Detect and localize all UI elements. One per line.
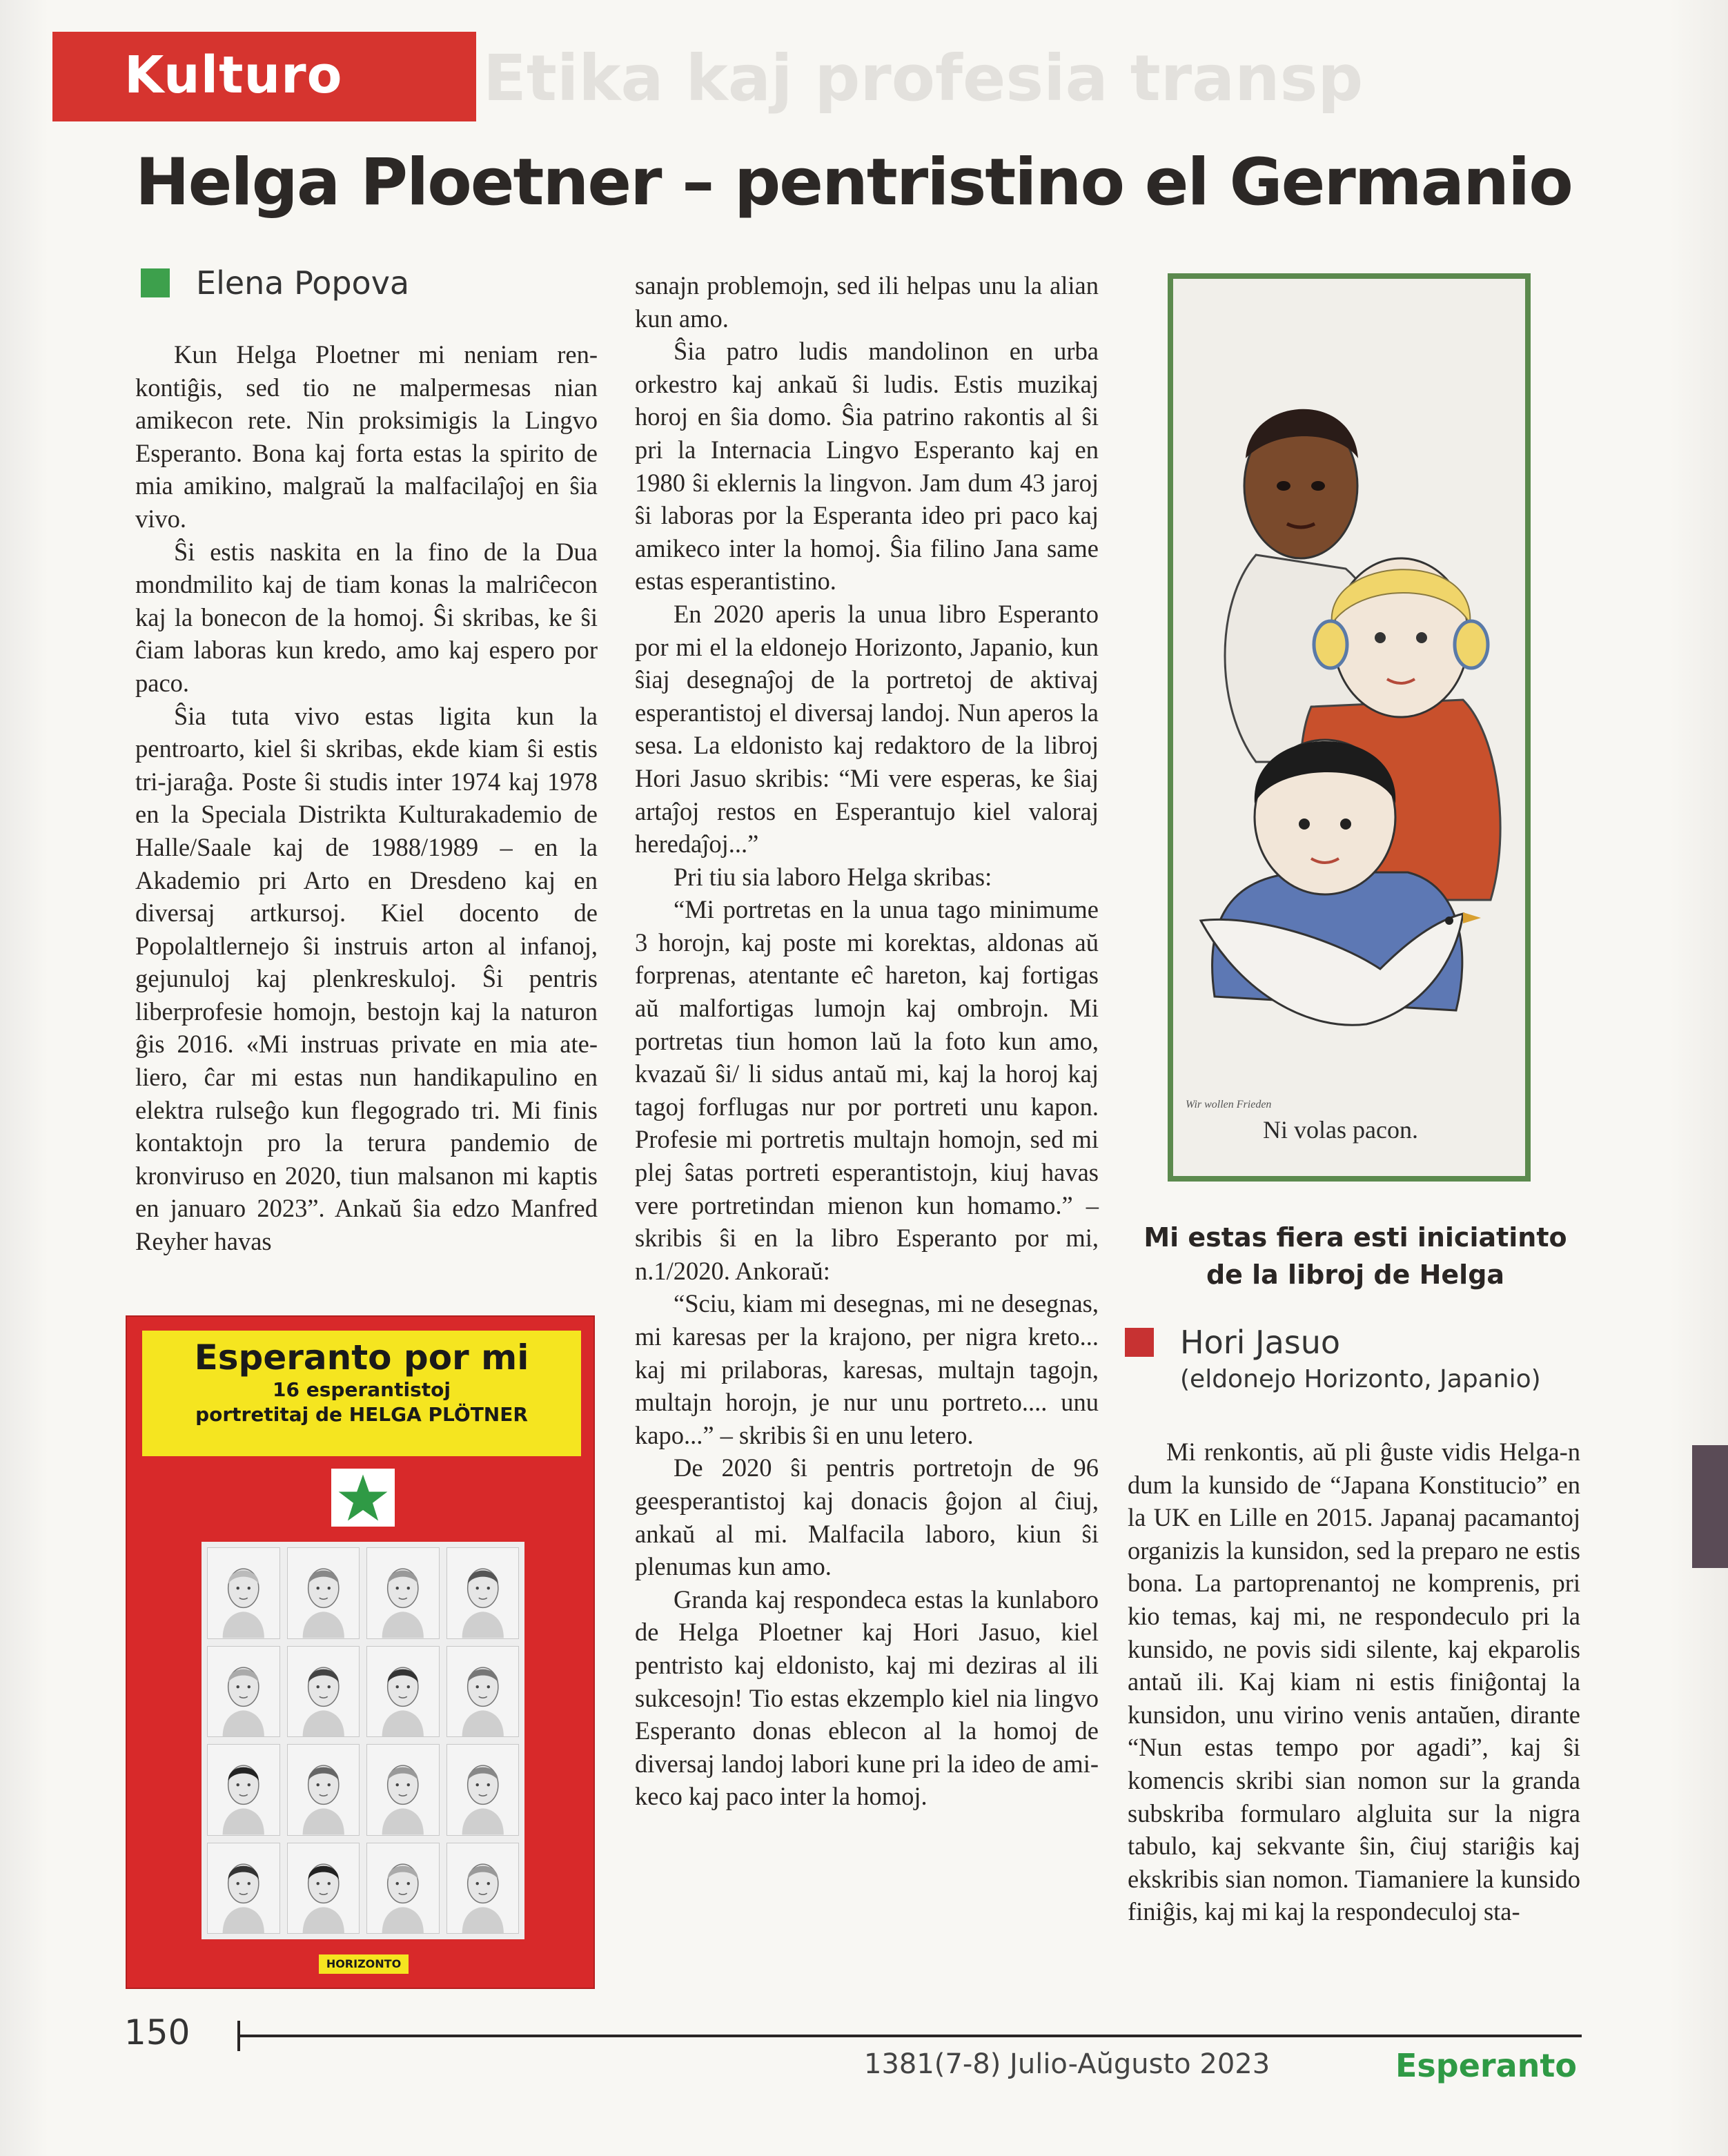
- portrait-thumbnail: [287, 1646, 360, 1738]
- painting-signature: Wir wollen Frieden: [1186, 1099, 1272, 1110]
- paragraph: sanajn problemojn, sed ili helpas unu la alian kun amo.: [635, 271, 1099, 333]
- portrait-sketch: [367, 1745, 439, 1835]
- column-1: [135, 338, 598, 1258]
- painting-image: [1168, 273, 1531, 1182]
- section-tag: [52, 32, 476, 121]
- portrait-sketch: [447, 1548, 519, 1638]
- sidebar-author-affiliation: (eldonejo Horizonto, Japanio): [1180, 1365, 1541, 1393]
- portrait-sketch: [288, 1843, 360, 1934]
- cover-title: Esperanto por mi: [194, 1337, 529, 1378]
- portrait-sketch: [208, 1843, 279, 1934]
- author-name: Elena Popova: [196, 264, 410, 302]
- portrait-thumbnail: [207, 1843, 280, 1934]
- cover-subtitle-1: 16 esperantistoj: [273, 1378, 451, 1401]
- portrait-thumbnail: [207, 1744, 280, 1836]
- magazine-brand: Esperanto: [1395, 2047, 1577, 2084]
- column-2: [635, 269, 1099, 1813]
- red-square-icon: [1125, 1328, 1154, 1357]
- portrait-sketch: [288, 1548, 360, 1638]
- sidebar-author: [1125, 1324, 1541, 1393]
- portrait-sketch: [367, 1548, 439, 1638]
- page-number: 150: [124, 2012, 190, 2052]
- article-headline: Helga Ploetner – pentristino el Germanio: [135, 145, 1572, 220]
- paragraph: En 2020 aperis la unua libro Esperanto por mi el la eldonejo Horizonto, Japanio, kun ŝiaj desegnaĵoj de la portretoj de aktivaj esperantistoj el diversaj landoj. Nun aperos la sesa. La eldonisto kaj redaktoro de la libroj Hori Jasuo skribis: “Mi vere esperas, ke ŝiaj artaĵoj restos en Esperantujo kiel valoraj heredaĵoj...”: [635, 599, 1099, 859]
- cover-subtitle-2: portretitaj de HELGA PLÖTNER: [195, 1403, 528, 1426]
- green-star-icon: [331, 1469, 395, 1527]
- footer-rule: [239, 2035, 1582, 2037]
- paragraph: Granda kaj respondeca estas la kunlaboro de Helga Ploetner kaj Hori Jasuo, kiel pentristo kaj eldonisto, kaj mi deziras al ili sukcesojn! Tio estas ekzemplo kiel nia lingvo Esperanto donas eblecon al la homoj de diversaj landoj labori kune pri la ideo de amikeco kaj paco inter la homoj.: [635, 1585, 1099, 1811]
- green-square-icon: [141, 268, 170, 297]
- section-label: Kulturo: [124, 46, 343, 105]
- portrait-thumbnail: [207, 1646, 280, 1738]
- portrait-thumbnail: [366, 1744, 440, 1836]
- portrait-thumbnail: [287, 1547, 360, 1639]
- bleed-through-heading: Etika kaj profesia transp: [483, 41, 1364, 115]
- paragraph: “Mi portretas en la unua tago minimume 3 horojn, kaj poste mi korektas, aldonas aŭ forprenas, atentante eĉ hareton, kaj fortigas aŭ malfortigas lumojn kaj ombrojn. Mi portretas tiun homon laŭ la foto kun amo, kvazaŭ ŝi/ li sidus antaŭ mi, kaj la horoj kaj tagoj forflugas nur por portreti unu kapon. Profesie mi portretis multajn homojn, sed mi plej ŝatas portreti esperantistojn, kiuj havas vere portretindan mienon kun homamo.” – skribis ŝi en la libro Esperanto por mi, n.1/2020. Ankoraŭ:: [635, 895, 1099, 1285]
- portrait-sketch: [208, 1548, 279, 1638]
- paragraph: Pri tiu sia laboro Helga skribas:: [674, 862, 992, 891]
- children-with-dove-illustration: [1173, 279, 1525, 1176]
- sidebar-heading: [1121, 1219, 1590, 1293]
- portrait-sketch: [288, 1647, 360, 1737]
- issue-info: 1381(7-8) Julio-Aŭgusto 2023: [864, 2048, 1270, 2080]
- portrait-thumbnail: [366, 1646, 440, 1738]
- portrait-thumbnail: [287, 1843, 360, 1934]
- portrait-thumbnail: [366, 1547, 440, 1639]
- portrait-thumbnail: [446, 1646, 520, 1738]
- portrait-sketch: [208, 1647, 279, 1737]
- article-author: [141, 262, 409, 304]
- sidebar-author-name: Hori Jasuo: [1180, 1324, 1341, 1361]
- portrait-thumbnail: [446, 1547, 520, 1639]
- portrait-thumbnail: [366, 1843, 440, 1934]
- portrait-sketch: [447, 1745, 519, 1835]
- portrait-sketch: [447, 1843, 519, 1934]
- paragraph: Mi renkontis, aŭ pli ĝuste vidis Helga-n dum la kunsido de “Japana Konstitucio” en la UK en Lille en 2015. Japanaj pacamantoj organizis la kunsidon, sed la preparo ne estis bona. La partoprenantoj ne komprenis, pri kio temas, kaj mi, ne respondeculo pri la kunsido, ne povis sidi silente, kaj ekparolis antaŭ ili. Kaj kiam ni estis finiĝontaj la kunsidon, unu virino venis antaŭen, dirante “Nun estas tempo por agadi”, kaj ŝi komencis skribi sian nomon sur la granda subskriba formularo algluita sur la nigra tabulo, kaj sekvante ŝin, ĉiuj stariĝis kaj ekskribis sian nomon. Tiamaniere la kunsido finiĝis, kaj mi kaj la respondeculoj sta-: [1128, 1438, 1580, 1926]
- sidebar-column: [1128, 1435, 1580, 1928]
- portrait-grid: [202, 1542, 524, 1939]
- page-edge-tab: [1692, 1445, 1728, 1568]
- sidebar-author-row: [1125, 1324, 1541, 1361]
- portrait-sketch: [208, 1745, 279, 1835]
- portrait-thumbnail: [207, 1547, 280, 1639]
- book-cover-image: [126, 1315, 595, 1989]
- sidebar-heading-line-2: de la libroj de Helga: [1206, 1260, 1505, 1290]
- paragraph: “Sciu, kiam mi desegnas, mi ne desegnas, mi karesas per la krajono, per nigra kreto... kaj mi prilaboras, karesas, multajn tagojn, multajn horojn, je nur unu portreto.... unu kapo...” – skribis ŝi en unu letero.: [635, 1289, 1099, 1449]
- paragraph: Ŝia tuta vivo estas ligita kun la pentroarto, kiel ŝi skribas, ekde kiam ŝi estis tri-jaraĝa. Poste ŝi studis inter 1974 kaj 1978 en la Speciala Distrikta Kulturakademio de Halle/Saale kaj de 1988/1989 – en la Akademio pri Arto en Dresdeno kaj en diversaj artkursoj. Kiel docento de Popolaltlernejo ŝi instruis arton al infanoj, gejunuloj kaj plenkreskuloj. Ŝi pentris liberprofesie homojn, bestojn kaj la naturon ĝis 2016. «Mi instruas private en mia ateliero, ĉar mi estas nun handikapulino en elektra rulseĝo kun flegogrado tri. Mi finis kontaktojn pro la terura pandemio de kronviruso en 2020, tiun malsanon mi kaptis en januaro 2023”. Ankaŭ ŝia edzo Manfred Reyher havas: [135, 701, 598, 1256]
- cover-publisher: HORIZONTO: [319, 1954, 409, 1974]
- portrait-sketch: [447, 1647, 519, 1737]
- sidebar-heading-line-1: Mi estas fiera esti iniciatinto: [1143, 1222, 1567, 1253]
- paragraph: De 2020 ŝi pentris portretojn de 96 geesperantistoj kaj donacis ĝojon al ĉiuj, ankaŭ al mi. Malfacila laboro, kiun ŝi plenumas kun amo.: [635, 1453, 1099, 1581]
- portrait-thumbnail: [446, 1744, 520, 1836]
- painting-caption: Ni volas pacon.: [1263, 1116, 1418, 1144]
- portrait-thumbnail: [287, 1744, 360, 1836]
- painting-canvas: [1173, 279, 1525, 1176]
- paragraph: Ŝi estis naskita en la fino de la Dua mondmilito kaj de tiam konas la malriĉecon kaj la bonecon de la homoj. Ŝi skribas, ke ŝi ĉiam laboras kun kredo, amo kaj espero por paco.: [135, 537, 598, 697]
- cover-title-box: [142, 1331, 581, 1456]
- portrait-sketch: [288, 1745, 360, 1835]
- portrait-sketch: [367, 1843, 439, 1934]
- paragraph: Ŝia patro ludis mandolinon en urba orkestro kaj ankaŭ ŝi ludis. Estis muzikaj horoj en ŝia domo. Ŝia patrino rakontis al ŝi pri la Internacia Lingvo Esperanto kaj en 1980 ŝi eklernis la lingvon. Jam dum 43 jaroj ŝi laboras por la Esperanta ideo pri paco kaj amikeco inter la homoj. Ŝia filino Jana same estas esperantistino.: [635, 337, 1099, 596]
- paragraph: Kun Helga Ploetner mi neniam renkontiĝis, sed tio ne malpermesas nian amikecon rete. Nin proksimigis la Lingvo Esperanto. Bona kaj forta estas la spirito de mia amikino, malgraŭ la malfacilaĵoj en ŝia vivo.: [135, 340, 598, 533]
- portrait-sketch: [367, 1647, 439, 1737]
- portrait-thumbnail: [446, 1843, 520, 1934]
